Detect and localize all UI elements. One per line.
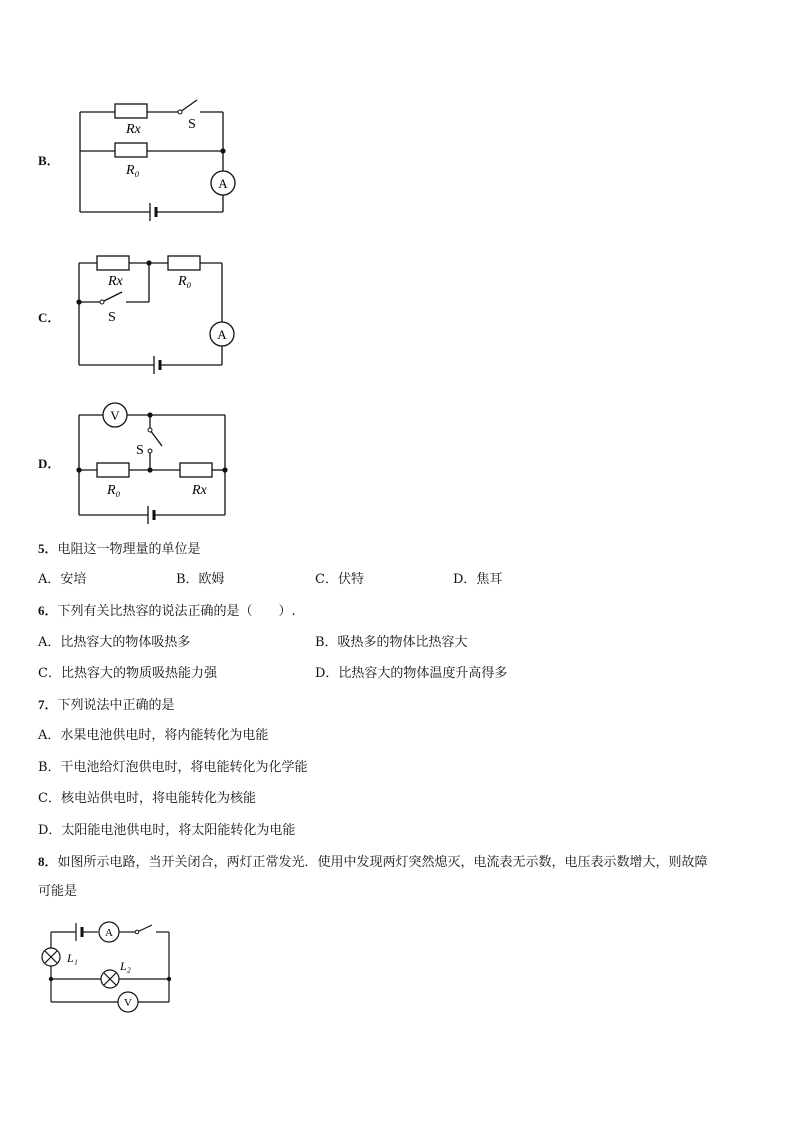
r0-label: R₀: [107, 483, 121, 498]
question-6-option-a: A．比热容大的物体吸热多: [38, 635, 191, 650]
question-5-option-b: B．欧姆: [176, 572, 225, 587]
switch-s: [102, 292, 122, 302]
question-5-option-d: D．焦耳: [453, 572, 503, 587]
resistor-rx: [180, 463, 212, 477]
lamp2-label: L₂: [120, 959, 131, 973]
question-6-option-b: B．吸热多的物体比热容大: [315, 635, 468, 650]
circuit-diagram-c: [70, 250, 240, 380]
switch-label: S: [108, 310, 116, 325]
option-d-label: D．: [38, 456, 61, 471]
question-6-stem: [38, 602, 296, 621]
switch-label: S: [188, 117, 196, 132]
switch: [137, 925, 152, 932]
r0-label: R₀: [178, 274, 192, 289]
question-7-option-c: C．核电站供电时，将电能转化为核能: [38, 791, 256, 806]
question-5-text: 电阻这一物理量的单位是: [57, 542, 201, 557]
ammeter-label: A: [105, 927, 113, 939]
option-b-label: B．: [38, 153, 60, 168]
question-7-text: 下列说法中正确的是: [57, 698, 175, 713]
r0-label: R₀: [126, 163, 140, 178]
question-8-stem-line2: 可能是: [38, 884, 78, 899]
question-7-option-d: D．太阳能电池供电时，将太阳能转化为电能: [38, 823, 296, 838]
question-6-text: 下列有关比热容的说法正确的是（ ）.: [57, 604, 296, 619]
circuit-diagram-b: [70, 90, 240, 220]
resistor-r0: [115, 143, 147, 157]
voltmeter-label: V: [124, 997, 132, 1009]
ammeter-label: A: [217, 327, 227, 342]
resistor-rx: [115, 104, 147, 118]
question-5-option-a: A．安培: [38, 572, 87, 587]
rx-label: Rx: [126, 122, 141, 137]
resistor-r0: [168, 256, 200, 270]
question-7-option-a: A．水果电池供电时，将内能转化为电能: [38, 728, 269, 743]
resistor-r0: [97, 463, 129, 477]
question-8-text-line1: 如图所示电路，当开关闭合，两灯正常发光．使用中发现两灯突然熄灭，电流表无示数，电压表示数增大，则故障: [57, 855, 708, 870]
resistor-rx: [97, 256, 129, 270]
question-6-number: 6．: [38, 603, 58, 618]
question-8-number: 8．: [38, 854, 58, 869]
question-8-circuit-diagram: [38, 918, 178, 1013]
rx-label: Rx: [192, 483, 207, 498]
question-7-stem: [38, 696, 175, 715]
question-8-stem: [38, 853, 708, 872]
question-5-stem: [38, 540, 201, 559]
question-6-option-c: C．比热容大的物质吸热能力强: [38, 666, 217, 681]
voltmeter-label: V: [110, 408, 120, 423]
lamp1-label: L₁: [67, 951, 78, 965]
circuit-diagram-d: [70, 400, 240, 530]
question-7-number: 7．: [38, 697, 58, 712]
rx-label: Rx: [108, 274, 123, 289]
switch-s: [150, 430, 162, 446]
question-7-option-b: B．干电池给灯泡供电时，将电能转化为化学能: [38, 760, 308, 775]
switch-label: S: [136, 443, 144, 458]
question-5-option-c: C．伏特: [315, 572, 364, 587]
question-5-number: 5．: [38, 541, 58, 556]
question-6-option-d: D．比热容大的物体温度升高得多: [315, 666, 508, 681]
option-c-label: C．: [38, 310, 61, 325]
ammeter-label: A: [218, 176, 228, 191]
switch-s: [180, 100, 197, 112]
